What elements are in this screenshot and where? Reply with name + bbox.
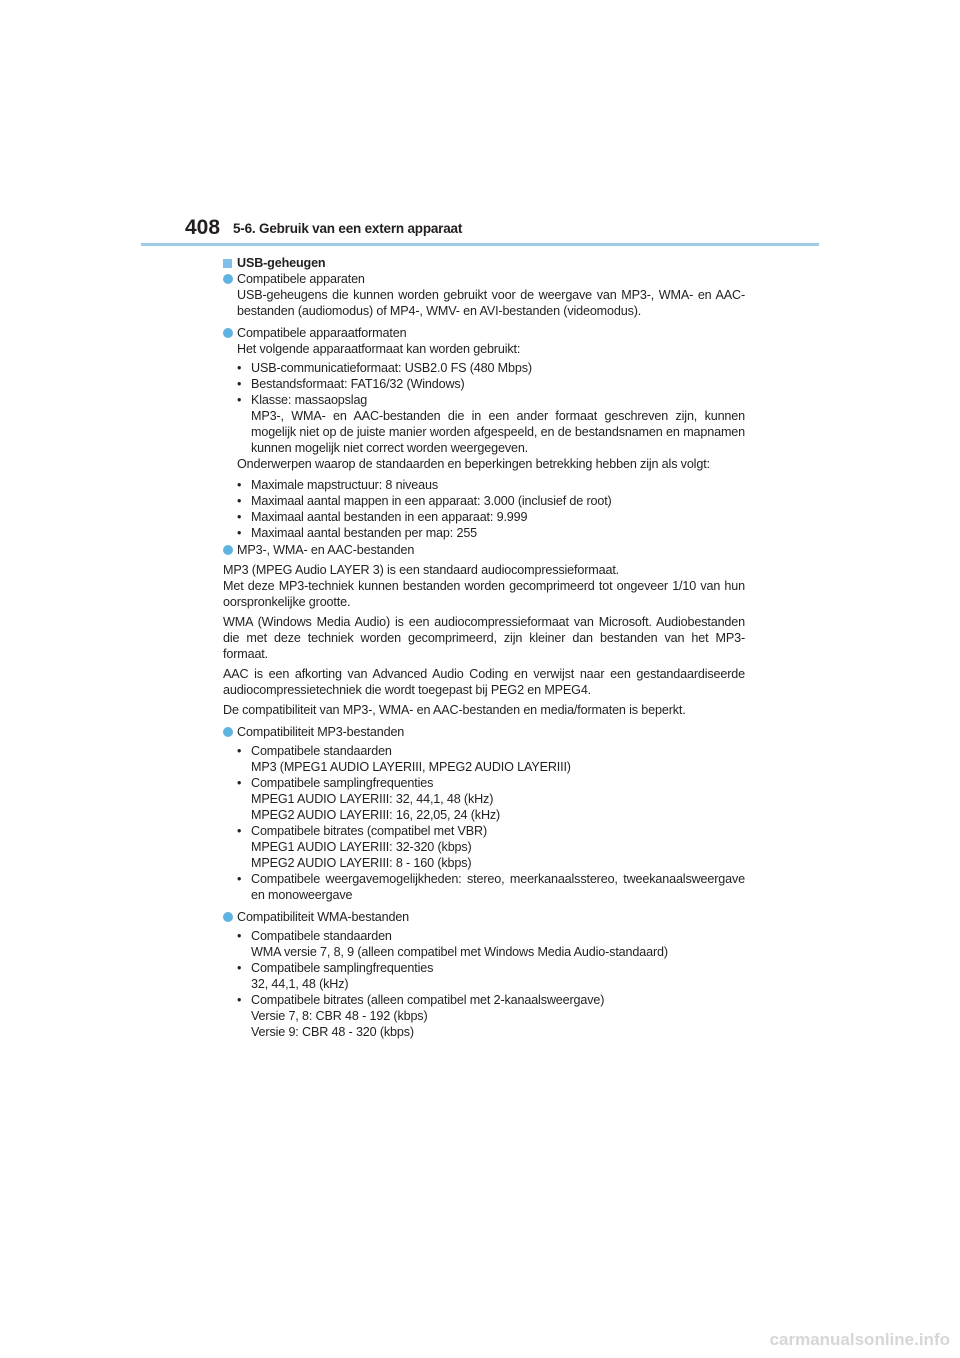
paragraph: WMA (Windows Media Audio) is een audiocompressieformaat van Microsoft. Audiobestanden die met deze techniek worden gecomprimeerd, zijn kleiner dan bestanden van het MP3-formaat. xyxy=(223,615,745,661)
list-item-detail: MP3 (MPEG1 AUDIO LAYERIII, MPEG2 AUDIO LAYERIII) xyxy=(251,760,571,774)
list-item: • Klasse: massaopslag MP3-, WMA- en AAC-bestanden die in een ander formaat geschreven zijn, kunnen mogelijk niet op de juiste manier worden afgespeeld, en de bestandsnamen en mapnamen kunnen mogelijk niet correct worden weergegeven. xyxy=(237,393,745,455)
list-item: • Compatibele bitrates (compatibel met VBR) MPEG1 AUDIO LAYERIII: 32-320 (kbps) MPEG2 AUDIO LAYERIII: 8 - 160 (kbps) xyxy=(237,823,745,871)
list-item: • Compatibele weergavemogelijkheden: stereo, meerkanaalsstereo, tweekanaalsweergave en monoweergave xyxy=(237,872,745,902)
list-item-detail: MPEG2 AUDIO LAYERIII: 8 - 160 (kbps) xyxy=(251,856,472,870)
paragraph: Het volgende apparaatformaat kan worden gebruikt: xyxy=(237,342,521,356)
watermark-logo xyxy=(714,1326,954,1352)
list-item: • Compatibele samplingfrequenties MPEG1 AUDIO LAYERIII: 32, 44,1, 48 (kHz) MPEG2 AUDIO LAYERIII: 16, 22,05, 24 (kHz) xyxy=(237,775,745,823)
page-number: 408 xyxy=(185,216,221,239)
circle-bullet-icon xyxy=(223,545,233,555)
subheading-mp3-wma-aac: MP3-, WMA- en AAC-bestanden xyxy=(223,542,745,558)
list-item: • Maximale mapstructuur: 8 niveaus xyxy=(237,478,438,492)
paragraph: Met deze MP3-techniek kunnen bestanden worden gecomprimeerd tot ongeveer 1/10 van hun oorspronkelijke grootte. xyxy=(223,579,745,609)
list-item-note: MP3-, WMA- en AAC-bestanden die in een ander formaat geschreven zijn, kunnen mogelijk niet op de juiste manier worden afgespeeld, en de bestandsnamen en mapnamen kunnen mogelijk niet correct worden weergegeven. xyxy=(251,409,745,455)
list-item: • Compatibele standaarden MP3 (MPEG1 AUDIO LAYERIII, MPEG2 AUDIO LAYERIII) xyxy=(237,743,745,775)
list-item-detail: 32, 44,1, 48 (kHz) xyxy=(251,977,349,991)
circle-bullet-icon xyxy=(223,274,233,284)
heading-usb-geheugen: USB-geheugen xyxy=(223,255,745,271)
page-content xyxy=(223,255,745,1040)
subheading-apparaatformaten: Compatibele apparaatformaten xyxy=(223,325,745,341)
subheading-compatibele-apparaten: Compatibele apparaten xyxy=(223,271,745,287)
paragraph: De compatibiliteit van MP3-, WMA- en AAC-bestanden en media/formaten is beperkt. xyxy=(223,703,686,717)
page-header xyxy=(0,0,960,250)
list-item: • Compatibele standaarden WMA versie 7, 8, 9 (alleen compatibel met Windows Media Audio-standaard) xyxy=(237,928,745,960)
paragraph: Onderwerpen waarop de standaarden en beperkingen betrekking hebben zijn als volgt: xyxy=(237,457,710,471)
format-list xyxy=(223,360,745,456)
list-item-detail: MPEG1 AUDIO LAYERIII: 32, 44,1, 48 (kHz) xyxy=(251,792,494,806)
list-item: • Maximaal aantal mappen in een apparaat: 3.000 (inclusief de root) xyxy=(237,494,612,508)
circle-bullet-icon xyxy=(223,328,233,338)
wma-compat-list xyxy=(223,928,745,1040)
limits-list xyxy=(223,477,745,541)
paragraph: AAC is een afkorting van Advanced Audio Coding en verwijst naar een gestandaardiseerde audiocompressietechniek die wordt toegepast bij PEG2 en MPEG4. xyxy=(223,667,745,697)
list-item: • Bestandsformaat: FAT16/32 (Windows) xyxy=(237,377,465,391)
paragraph: MP3 (MPEG Audio LAYER 3) is een standaard audiocompressieformaat. xyxy=(223,563,620,577)
list-item-detail: Versie 7, 8: CBR 48 - 192 (kbps) xyxy=(251,1009,428,1023)
list-item-detail: MPEG2 AUDIO LAYERIII: 16, 22,05, 24 (kHz) xyxy=(251,808,501,822)
list-item-detail: Versie 9: CBR 48 - 320 (kbps) xyxy=(251,1025,414,1039)
list-item: • Compatibele bitrates (alleen compatibel met 2-kanaalsweergave) Versie 7, 8: CBR 48 - 192 (kbps) Versie 9: CBR 48 - 320 (kbps) xyxy=(237,992,745,1040)
square-bullet-icon xyxy=(223,259,232,268)
list-item: • Maximaal aantal bestanden per map: 255 xyxy=(237,526,478,540)
section-title: 5-6. Gebruik van een extern apparaat xyxy=(233,221,463,236)
watermark-text: carmanualsonline.info xyxy=(769,1330,950,1349)
circle-bullet-icon xyxy=(223,912,233,922)
list-item: • USB-communicatieformaat: USB2.0 FS (480 Mbps) xyxy=(237,361,532,375)
list-item-detail: MPEG1 AUDIO LAYERIII: 32-320 (kbps) xyxy=(251,840,472,854)
paragraph: USB-geheugens die kunnen worden gebruikt voor de weergave van MP3-, WMA- en AAC-bestanden (audiomodus) of MP4-, WMV- en AVI-bestanden (videomodus). xyxy=(237,288,745,318)
list-item-detail: WMA versie 7, 8, 9 (alleen compatibel met Windows Media Audio-standaard) xyxy=(251,945,668,959)
header-rule xyxy=(141,243,819,246)
mp3-compat-list xyxy=(223,743,745,903)
circle-bullet-icon xyxy=(223,727,233,737)
list-item: • Compatibele samplingfrequenties 32, 44,1, 48 (kHz) xyxy=(237,960,745,992)
subheading-wma-compat: Compatibiliteit WMA-bestanden xyxy=(223,909,745,925)
subheading-mp3-compat: Compatibiliteit MP3-bestanden xyxy=(223,724,745,740)
list-item: • Maximaal aantal bestanden in een apparaat: 9.999 xyxy=(237,510,528,524)
